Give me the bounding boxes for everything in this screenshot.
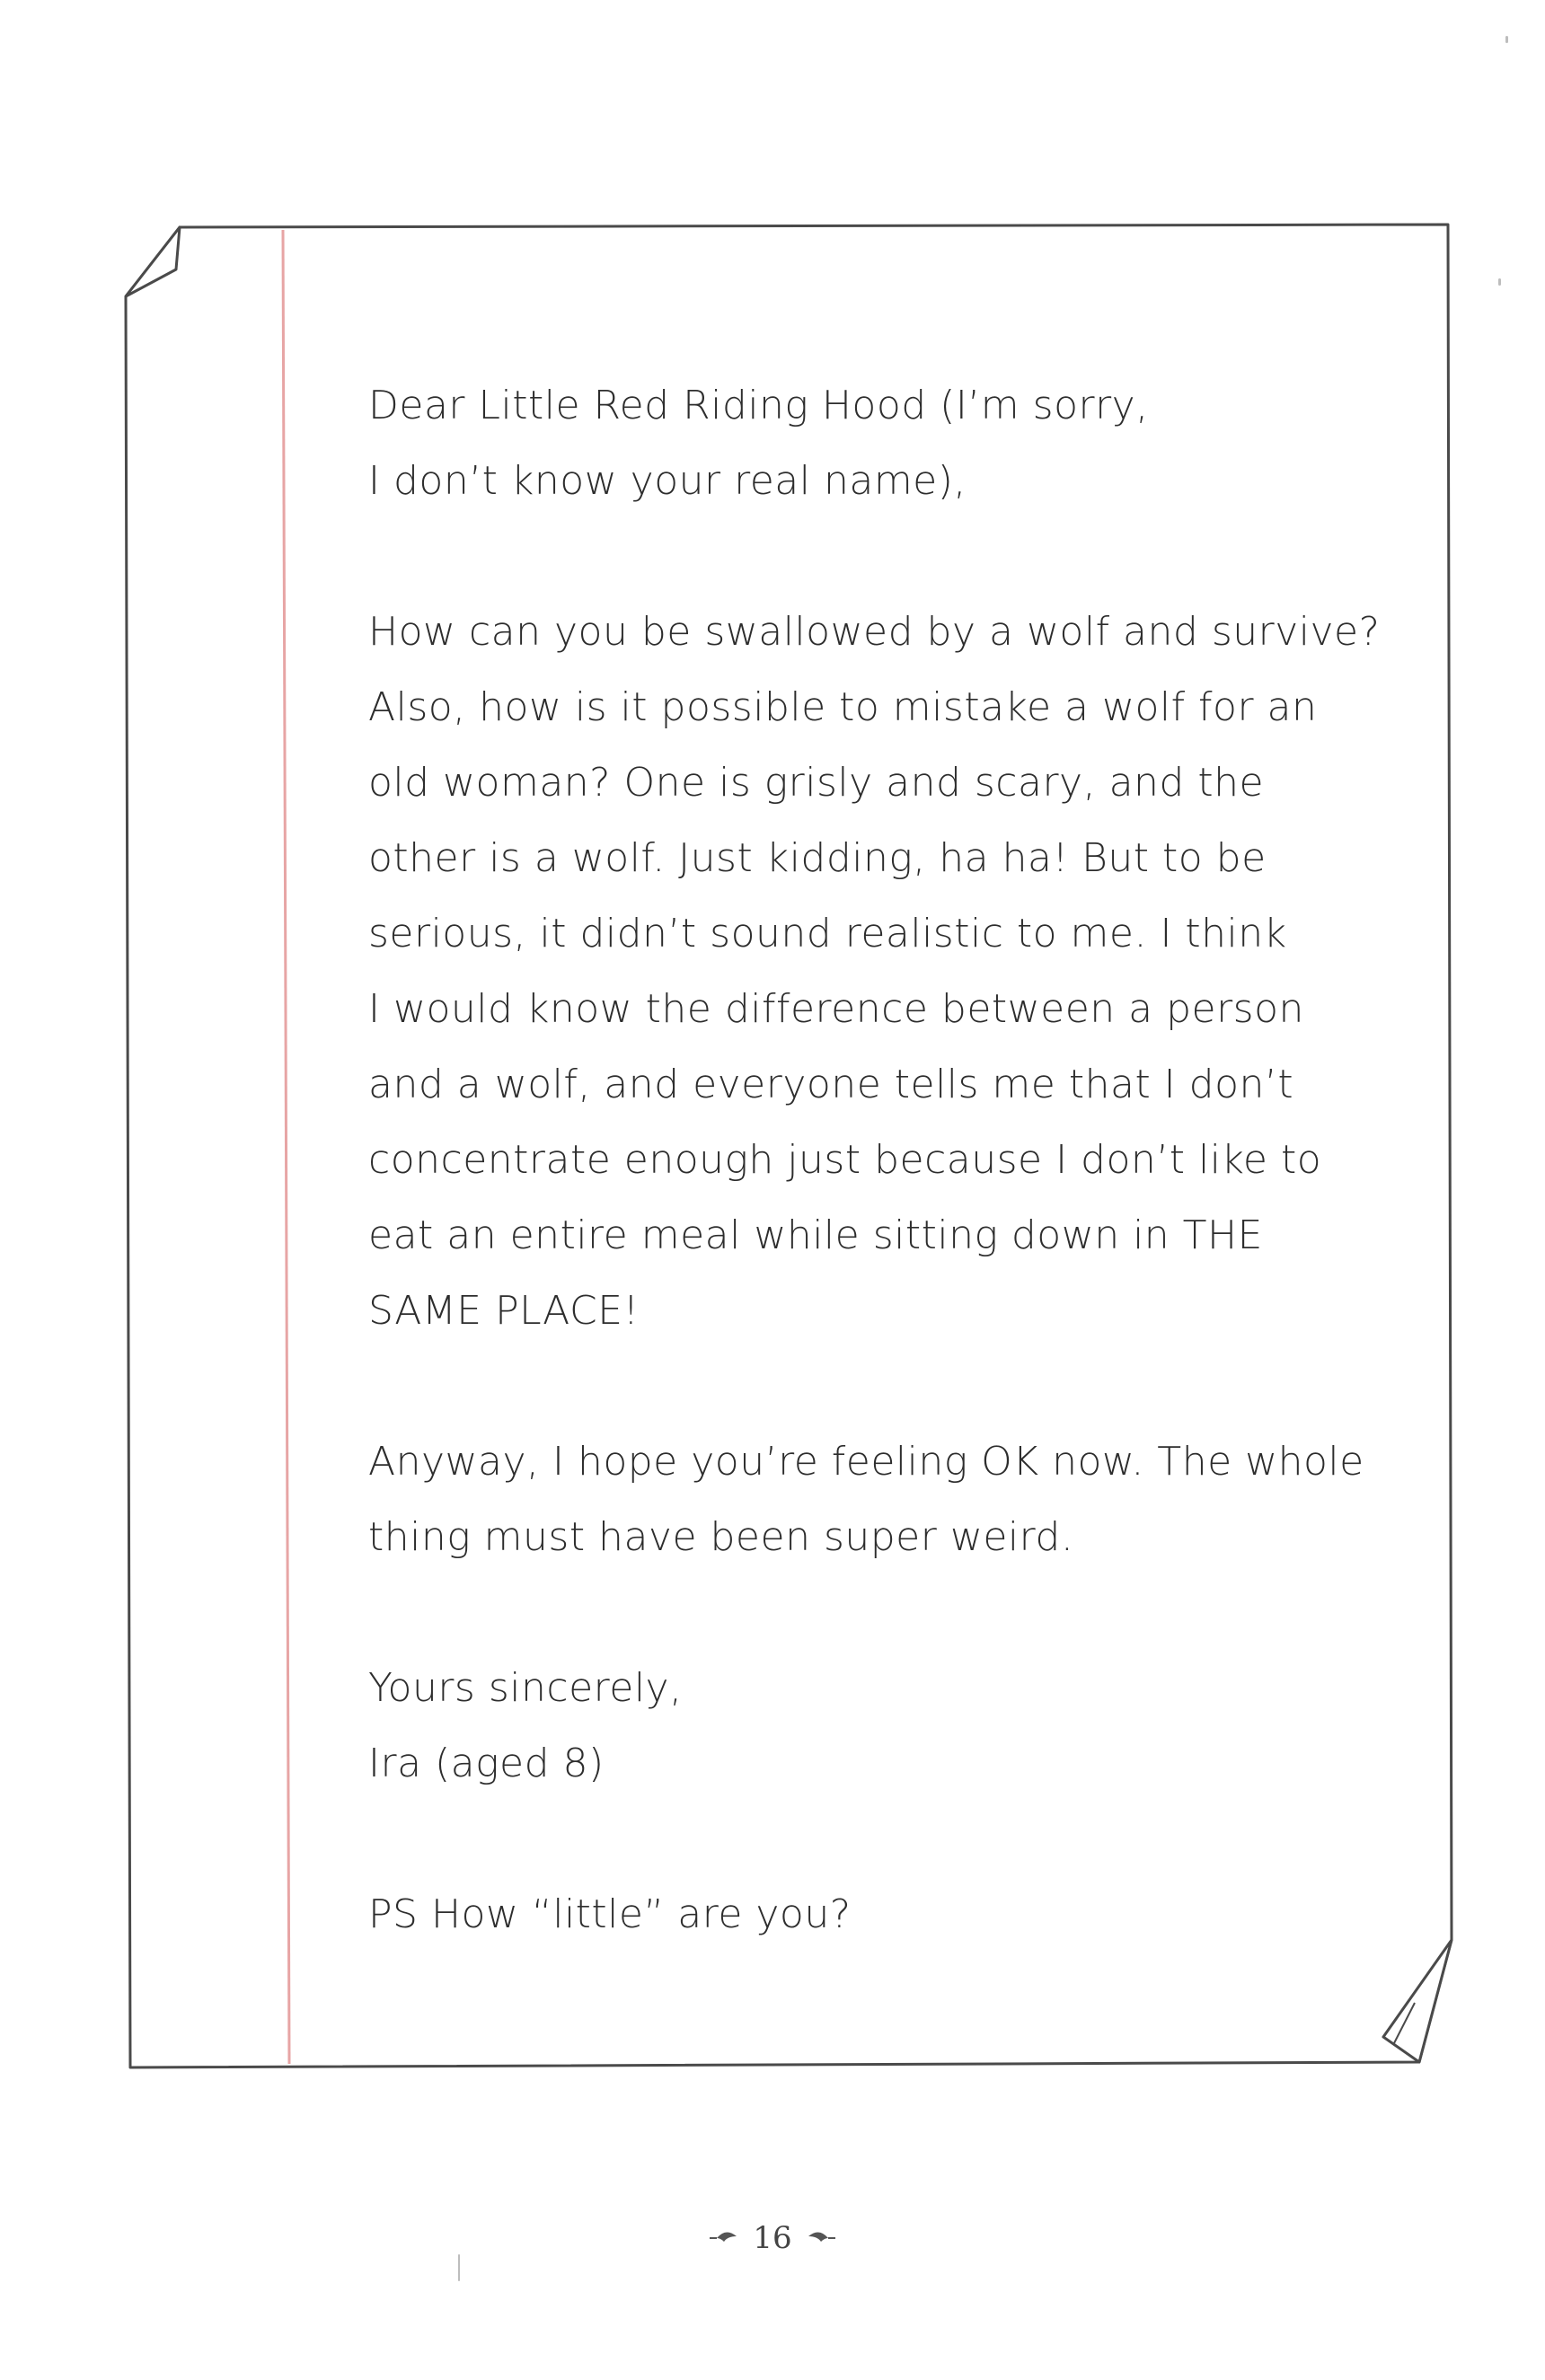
flower-ornament-icon <box>710 2224 740 2253</box>
body-line: concentrate enough just because I don’t like to <box>368 1137 1322 1183</box>
postscript: PS How “little” are you? <box>368 1891 852 1937</box>
salutation-line: Dear Little Red Riding Hood (I’m sorry, <box>368 383 1149 428</box>
page-number: 16 <box>753 2220 792 2256</box>
body-line: I would know the difference between a person <box>368 986 1304 1032</box>
body-line: other is a wolf. Just kidding, ha ha! But to be <box>368 835 1267 881</box>
body-line: How can you be swallowed by a wolf and survive? <box>368 609 1381 655</box>
closing-line: Yours sincerely, <box>368 1665 683 1711</box>
flower-ornament-icon <box>805 2224 835 2253</box>
body-line: serious, it didn’t sound realistic to me. I think <box>368 911 1287 956</box>
page-footer <box>0 2218 1545 2256</box>
paragraph-gap <box>368 1349 1356 1424</box>
paragraph-gap <box>368 519 1356 595</box>
body-line: SAME PLACE! <box>368 1288 640 1334</box>
handwritten-letter <box>368 368 1381 1952</box>
body-line: thing must have been super weird. <box>368 1514 1074 1560</box>
paragraph-gap <box>368 1575 1356 1651</box>
paragraph-gap <box>368 1802 1356 1877</box>
salutation-line: I don’t know your real name), <box>368 458 967 504</box>
body-line: and a wolf, and everyone tells me that I don’t <box>368 1062 1294 1107</box>
body-line: old woman? One is grisly and scary, and the <box>368 760 1265 806</box>
body-line: eat an entire meal while sitting down in THE <box>368 1212 1263 1258</box>
signature-line: Ira (aged 8) <box>368 1741 605 1786</box>
body-line: Also, how is it possible to mistake a wolf for an <box>368 684 1318 730</box>
body-line: Anyway, I hope you’re feeling OK now. The whole <box>368 1439 1364 1485</box>
